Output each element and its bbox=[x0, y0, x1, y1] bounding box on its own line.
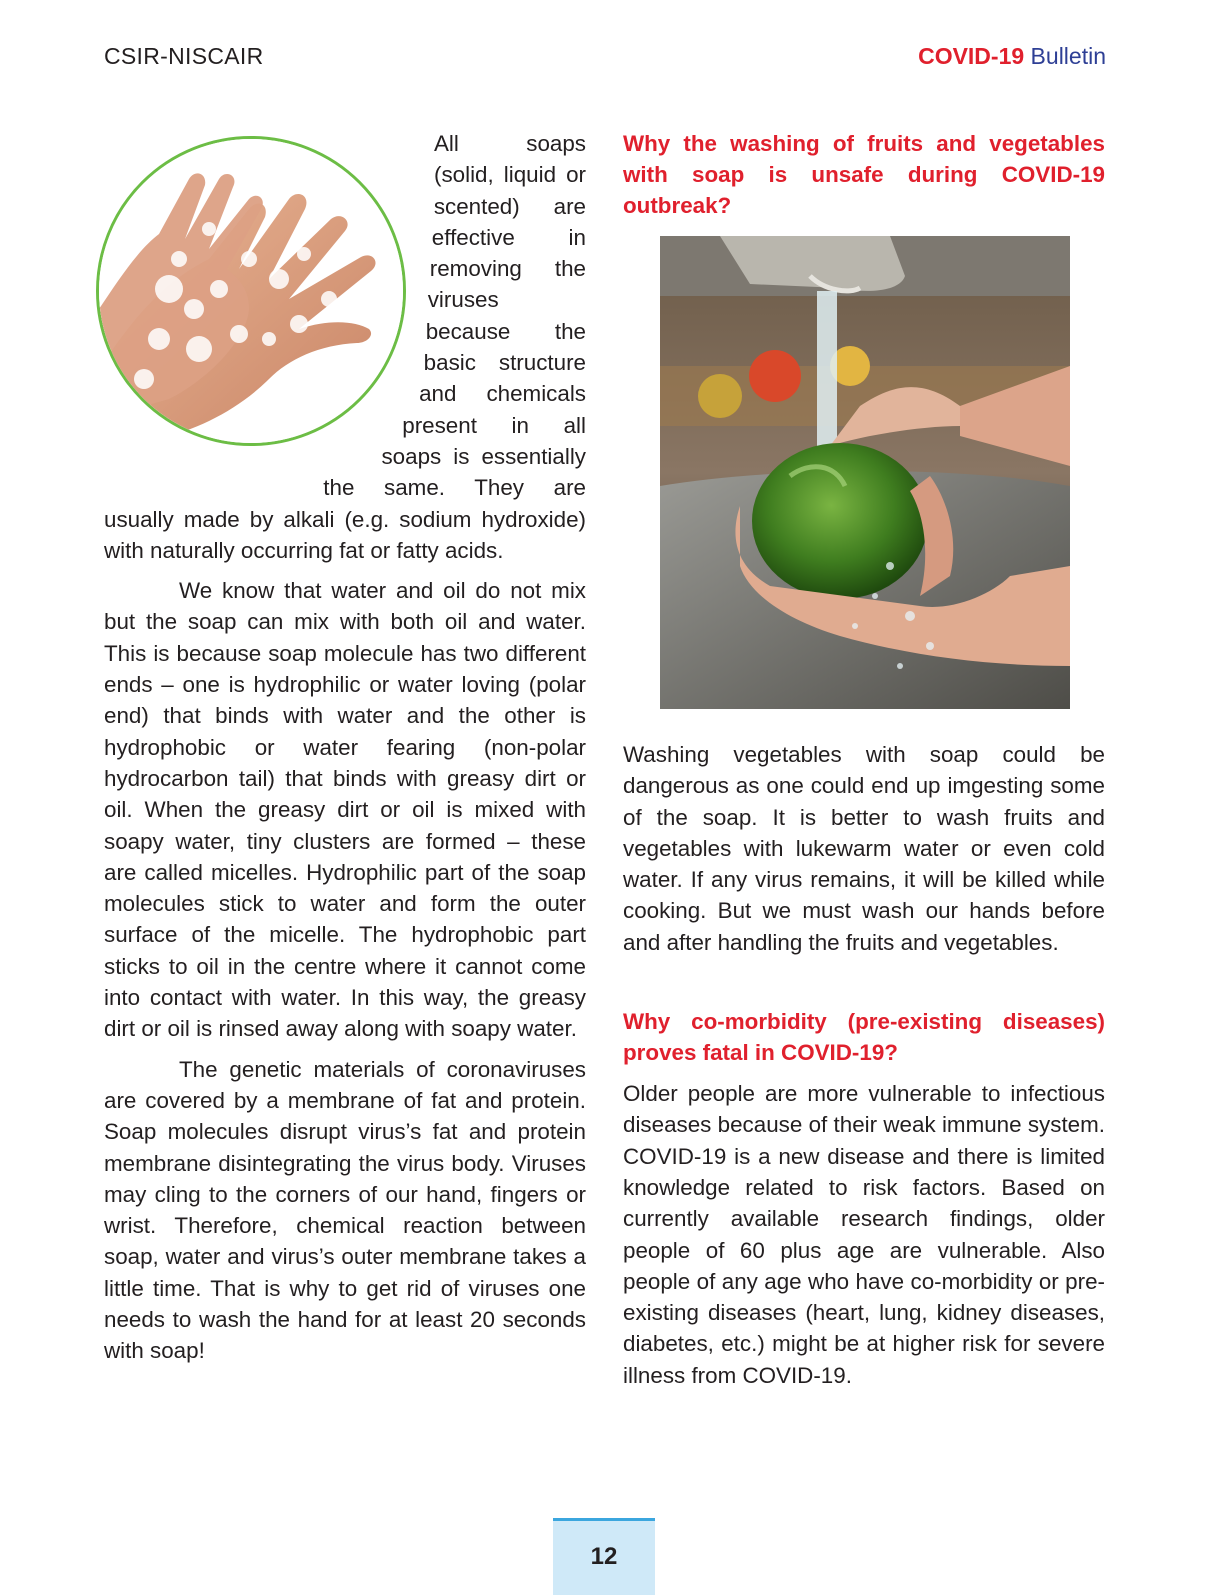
paragraph-virus-membrane: The genetic materials of coronaviruses are covered by a membrane of fat and protein. Soap molecules disrupt virus’s fat and protein membrane disintegrating the virus body. Viruses may cling to the corners of our hand, fingers or wrist. Therefore, chemical reaction between soap, water and virus’s outer membrane takes a little time. That is why to get rid of viruses one needs to wash the hand for at least 20 seconds with soap! bbox=[104, 1056, 586, 1364]
heading-co-morbidity: Why co-morbidity (pre-existing diseases) proves fatal in COVID-19? bbox=[623, 1009, 1105, 1066]
left-column bbox=[104, 128, 586, 1367]
soapy-hands-image bbox=[96, 136, 406, 446]
right-column bbox=[623, 128, 1105, 1391]
heading-washing-vegetables: Why the washing of fruits and vegetables with soap is unsafe during COVID-19 outbreak? bbox=[623, 131, 1105, 218]
paragraph-co-morbidity: Older people are more vulnerable to infectious diseases because of their weak immune system. COVID-19 is a new disease and there is limited knowledge related to risk factors. Based on currently available research findings, older people of 60 plus age are vulnerable. Also people of any age who have co-morbidity or pre-existing diseases (heart, lung, kidney diseases, diabetes, etc.) might be at higher risk for severe illness from COVID-19. bbox=[623, 1081, 1105, 1388]
paragraph-washing-vegetables: Washing vegetables with soap could be dangerous as one could end up imgesting some of the soap. It is better to wash fruits and vegetables with lukewarm water or even cold water. If any virus remains, it will be killed while cooking. But we must wash our hands before and after handling the fruits and vegetables. bbox=[623, 742, 1105, 955]
header-covid-label: COVID-19 bbox=[918, 43, 1025, 69]
paragraph-micelles: We know that water and oil do not mix but the soap can mix with both oil and water. This is because soap molecule has two different ends – one is hydrophilic or water loving (polar end) that binds with water and the other is hydrophobic or water fearing (non-polar hydrocarbon tail) that binds with greasy dirt or oil. When the greasy dirt or oil is mixed with soapy water, tiny clusters are formed – these are called micelles. Hydrophilic part of the soap molecules stick to water and form the outer surface of the micelle. The hydrophobic part sticks to oil in the centre where it cannot come into contact with water. In this way, the greasy dirt or oil is rinsed away along with soapy water. bbox=[104, 578, 586, 1042]
washing-pepper-photo bbox=[660, 236, 1070, 709]
paragraph-soap-types: All soaps (solid, liquid or scented) are effective in removing the viruses because the basic structure and chemicals present in all soaps is essentially the same. They are usually made by alkali (e.g. sodium hydroxide) with naturally occurring fat or fatty acids. bbox=[104, 131, 586, 563]
hand-washing-figure bbox=[104, 128, 434, 518]
page-number: 12 bbox=[590, 1543, 618, 1570]
page-number-tab bbox=[553, 1518, 655, 1595]
header-publisher: CSIR-NISCAIR bbox=[104, 43, 264, 69]
header-bulletin-title bbox=[918, 43, 1106, 70]
header-bulletin-label: Bulletin bbox=[1024, 43, 1106, 69]
